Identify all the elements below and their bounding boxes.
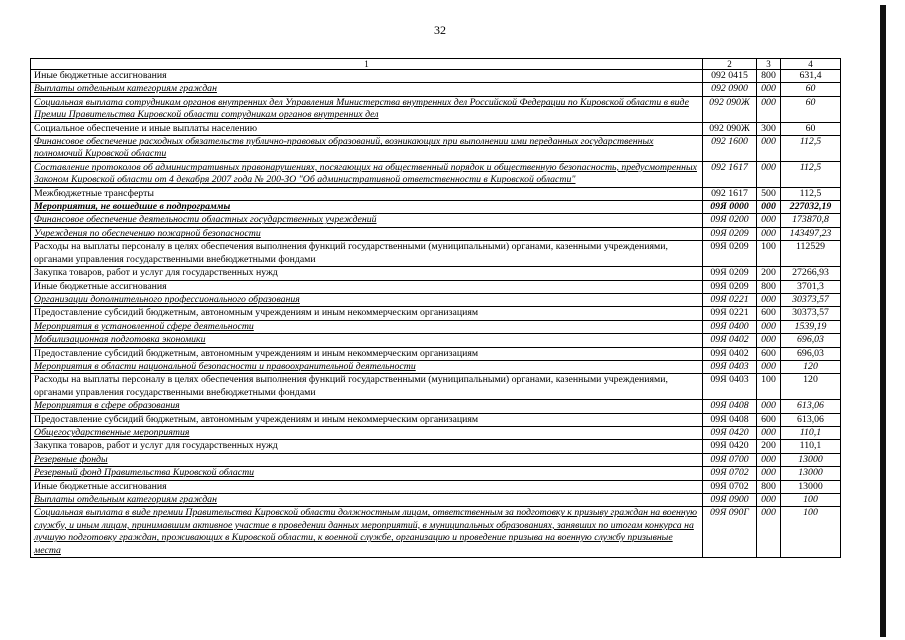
- row-name: Мероприятия в сфере образования: [31, 400, 703, 413]
- header-row: [31, 59, 841, 70]
- row-amount: 110,1: [781, 440, 841, 453]
- row-name: Составление протоколов об административных правонарушениях, посягающих на общественный порядок и общественную безопасность, предусмотренных Законом Кировской области от 4 декабря 2007 года № 200-ЗО "Об административной ответственности в Кировской области": [31, 161, 703, 187]
- row-amount: 100: [781, 494, 841, 507]
- row-amount: 613,06: [781, 413, 841, 426]
- row-name: Иные бюджетные ассигнования: [31, 280, 703, 293]
- table-row: [31, 214, 841, 227]
- row-kind: 200: [757, 267, 781, 280]
- table-row: [31, 467, 841, 480]
- row-code: 09Я 0403: [703, 374, 757, 400]
- header-cell-code: 2: [703, 59, 757, 70]
- row-name: Расходы на выплаты персоналу в целях обеспечения выполнения функций государственными (муниципальными) органами, казенными учреждениями, органами управления государственными внебюджетными фондами: [31, 241, 703, 267]
- row-kind: 000: [757, 400, 781, 413]
- row-code: 092 0900: [703, 83, 757, 96]
- row-code: 092 090Ж: [703, 96, 757, 122]
- row-amount: 173870,8: [781, 214, 841, 227]
- row-code: 09Я 090Г: [703, 507, 757, 558]
- scan-edge: [880, 5, 886, 637]
- row-name: Резервные фонды: [31, 453, 703, 466]
- row-code: 09Я 0408: [703, 413, 757, 426]
- row-amount: 13000: [781, 467, 841, 480]
- row-name: Межбюджетные трансферты: [31, 187, 703, 200]
- row-name: Закупка товаров, работ и услуг для государственных нужд: [31, 267, 703, 280]
- row-code: 09Я 0402: [703, 347, 757, 360]
- page-number: 32: [434, 23, 446, 37]
- row-code: 092 090Ж: [703, 122, 757, 135]
- row-amount: 60: [781, 83, 841, 96]
- table-row: [31, 241, 841, 267]
- row-name: Финансовое обеспечение деятельности областных государственных учреждений: [31, 214, 703, 227]
- table-row: [31, 70, 841, 83]
- row-amount: 27266,93: [781, 267, 841, 280]
- table-row: [31, 320, 841, 333]
- row-kind: 000: [757, 320, 781, 333]
- row-kind: 000: [757, 293, 781, 306]
- row-kind: 000: [757, 136, 781, 162]
- table-row: [31, 267, 841, 280]
- row-amount: 696,03: [781, 347, 841, 360]
- table-row: [31, 83, 841, 96]
- table-row: [31, 334, 841, 347]
- row-kind: 200: [757, 440, 781, 453]
- row-kind: 100: [757, 241, 781, 267]
- row-code: 09Я 0702: [703, 467, 757, 480]
- table-row: [31, 122, 841, 135]
- row-kind: 000: [757, 467, 781, 480]
- row-code: 09Я 0209: [703, 227, 757, 240]
- row-code: 09Я 0221: [703, 307, 757, 320]
- row-name: Иные бюджетные ассигнования: [31, 70, 703, 83]
- row-amount: 143497,23: [781, 227, 841, 240]
- table-row: [31, 480, 841, 493]
- row-kind: 000: [757, 453, 781, 466]
- row-code: 09Я 0209: [703, 267, 757, 280]
- row-kind: 800: [757, 480, 781, 493]
- row-kind: 000: [757, 494, 781, 507]
- row-code: 09Я 0900: [703, 494, 757, 507]
- row-amount: 227032,19: [781, 201, 841, 214]
- row-kind: 600: [757, 413, 781, 426]
- row-kind: 800: [757, 280, 781, 293]
- table-row: [31, 307, 841, 320]
- row-amount: 60: [781, 96, 841, 122]
- table-row: [31, 494, 841, 507]
- table-row: [31, 440, 841, 453]
- row-amount: 112,5: [781, 187, 841, 200]
- row-name: Общегосударственные мероприятия: [31, 426, 703, 439]
- row-amount: 60: [781, 122, 841, 135]
- row-name: Резервный фонд Правительства Кировской области: [31, 467, 703, 480]
- row-name: Социальная выплата сотрудникам органов внутренних дел Управления Министерства внутренних дел Российской Федерации по Кировской области в виде Премии Правительства Кировской области сотрудникам органов внутренних дел: [31, 96, 703, 122]
- row-kind: 000: [757, 214, 781, 227]
- row-kind: 100: [757, 374, 781, 400]
- row-kind: 000: [757, 96, 781, 122]
- row-name: Социальная выплата в виде премии Правительства Кировской области должностным лицам, ответственным за подготовку к призыву граждан на военную службу, и иным лицам, принимавшим активное участие в проведении данных мероприятий, в муниципальных образованиях, занявших по итогам конкурса на лучшую подготовку граждан, проживающих в Кировской области, к военной службе, организацию и проведение призыва на военную службу призывные места: [31, 507, 703, 558]
- row-amount: 613,06: [781, 400, 841, 413]
- row-name: Мобилизационная подготовка экономики: [31, 334, 703, 347]
- row-code: 09Я 0420: [703, 426, 757, 439]
- row-code: 09Я 0408: [703, 400, 757, 413]
- row-name: Социальное обеспечение и иные выплаты населению: [31, 122, 703, 135]
- row-kind: 000: [757, 227, 781, 240]
- row-amount: 1539,19: [781, 320, 841, 333]
- row-name: Мероприятия, не вошедшие в подпрограммы: [31, 201, 703, 214]
- row-code: 092 1617: [703, 161, 757, 187]
- row-name: Учреждения по обеспечению пожарной безопасности: [31, 227, 703, 240]
- row-name: Закупка товаров, работ и услуг для государственных нужд: [31, 440, 703, 453]
- row-code: 09Я 0221: [703, 293, 757, 306]
- table-row: [31, 136, 841, 162]
- budget-table: [30, 58, 841, 558]
- row-code: 09Я 0402: [703, 334, 757, 347]
- row-amount: 13000: [781, 480, 841, 493]
- row-code: 092 0415: [703, 70, 757, 83]
- header-cell-amount: 4: [781, 59, 841, 70]
- row-kind: 800: [757, 70, 781, 83]
- row-name: Предоставление субсидий бюджетным, автономным учреждениям и иным некоммерческим организациям: [31, 413, 703, 426]
- table-row: [31, 507, 841, 558]
- row-kind: 000: [757, 83, 781, 96]
- row-code: 09Я 0702: [703, 480, 757, 493]
- row-kind: 600: [757, 307, 781, 320]
- row-code: 09Я 0209: [703, 241, 757, 267]
- row-code: 09Я 0700: [703, 453, 757, 466]
- row-amount: 631,4: [781, 70, 841, 83]
- row-code: 09Я 0200: [703, 214, 757, 227]
- row-amount: 696,03: [781, 334, 841, 347]
- table-row: [31, 161, 841, 187]
- row-name: Выплаты отдельным категориям граждан: [31, 494, 703, 507]
- row-amount: 3701,3: [781, 280, 841, 293]
- row-kind: 000: [757, 360, 781, 373]
- table-row: [31, 400, 841, 413]
- row-name: Выплаты отдельным категориям граждан: [31, 83, 703, 96]
- row-code: 092 1617: [703, 187, 757, 200]
- row-amount: 112529: [781, 241, 841, 267]
- table-row: [31, 96, 841, 122]
- row-kind: 000: [757, 334, 781, 347]
- row-kind: 600: [757, 347, 781, 360]
- table-row: [31, 227, 841, 240]
- header-cell-name: 1: [31, 59, 703, 70]
- row-amount: 112,5: [781, 136, 841, 162]
- row-kind: 000: [757, 201, 781, 214]
- row-name: Мероприятия в области национальной безопасности и правоохранительной деятельности: [31, 360, 703, 373]
- row-kind: 500: [757, 187, 781, 200]
- table-row: [31, 413, 841, 426]
- row-amount: 120: [781, 374, 841, 400]
- table-body: [31, 70, 841, 558]
- row-code: 09Я 0420: [703, 440, 757, 453]
- row-amount: 120: [781, 360, 841, 373]
- row-name: Иные бюджетные ассигнования: [31, 480, 703, 493]
- row-name: Организации дополнительного профессионального образования: [31, 293, 703, 306]
- table-row: [31, 201, 841, 214]
- header-cell-kind: 3: [757, 59, 781, 70]
- row-amount: 100: [781, 507, 841, 558]
- row-code: 09Я 0400: [703, 320, 757, 333]
- row-amount: 13000: [781, 453, 841, 466]
- row-name: Мероприятия в установленной сфере деятельности: [31, 320, 703, 333]
- row-amount: 112,5: [781, 161, 841, 187]
- table-row: [31, 360, 841, 373]
- row-code: 09Я 0403: [703, 360, 757, 373]
- table-row: [31, 374, 841, 400]
- row-code: 09Я 0000: [703, 201, 757, 214]
- row-amount: 110,1: [781, 426, 841, 439]
- table-row: [31, 293, 841, 306]
- row-name: Предоставление субсидий бюджетным, автономным учреждениям и иным некоммерческим организациям: [31, 347, 703, 360]
- row-kind: 000: [757, 507, 781, 558]
- row-name: Предоставление субсидий бюджетным, автономным учреждениям и иным некоммерческим организациям: [31, 307, 703, 320]
- table-row: [31, 187, 841, 200]
- table-row: [31, 453, 841, 466]
- table-row: [31, 280, 841, 293]
- row-name: Финансовое обеспечение расходных обязательств публично-правовых образований, возникающих при выполнении ими переданных государственных полномочий Кировской области: [31, 136, 703, 162]
- row-code: 09Я 0209: [703, 280, 757, 293]
- row-kind: 000: [757, 426, 781, 439]
- row-amount: 30373,57: [781, 307, 841, 320]
- row-kind: 000: [757, 161, 781, 187]
- row-kind: 300: [757, 122, 781, 135]
- table-row: [31, 426, 841, 439]
- row-name: Расходы на выплаты персоналу в целях обеспечения выполнения функций государственными (муниципальными) органами, казенными учреждениями, органами управления государственными внебюджетными фондами: [31, 374, 703, 400]
- row-amount: 30373,57: [781, 293, 841, 306]
- row-code: 092 1600: [703, 136, 757, 162]
- table-row: [31, 347, 841, 360]
